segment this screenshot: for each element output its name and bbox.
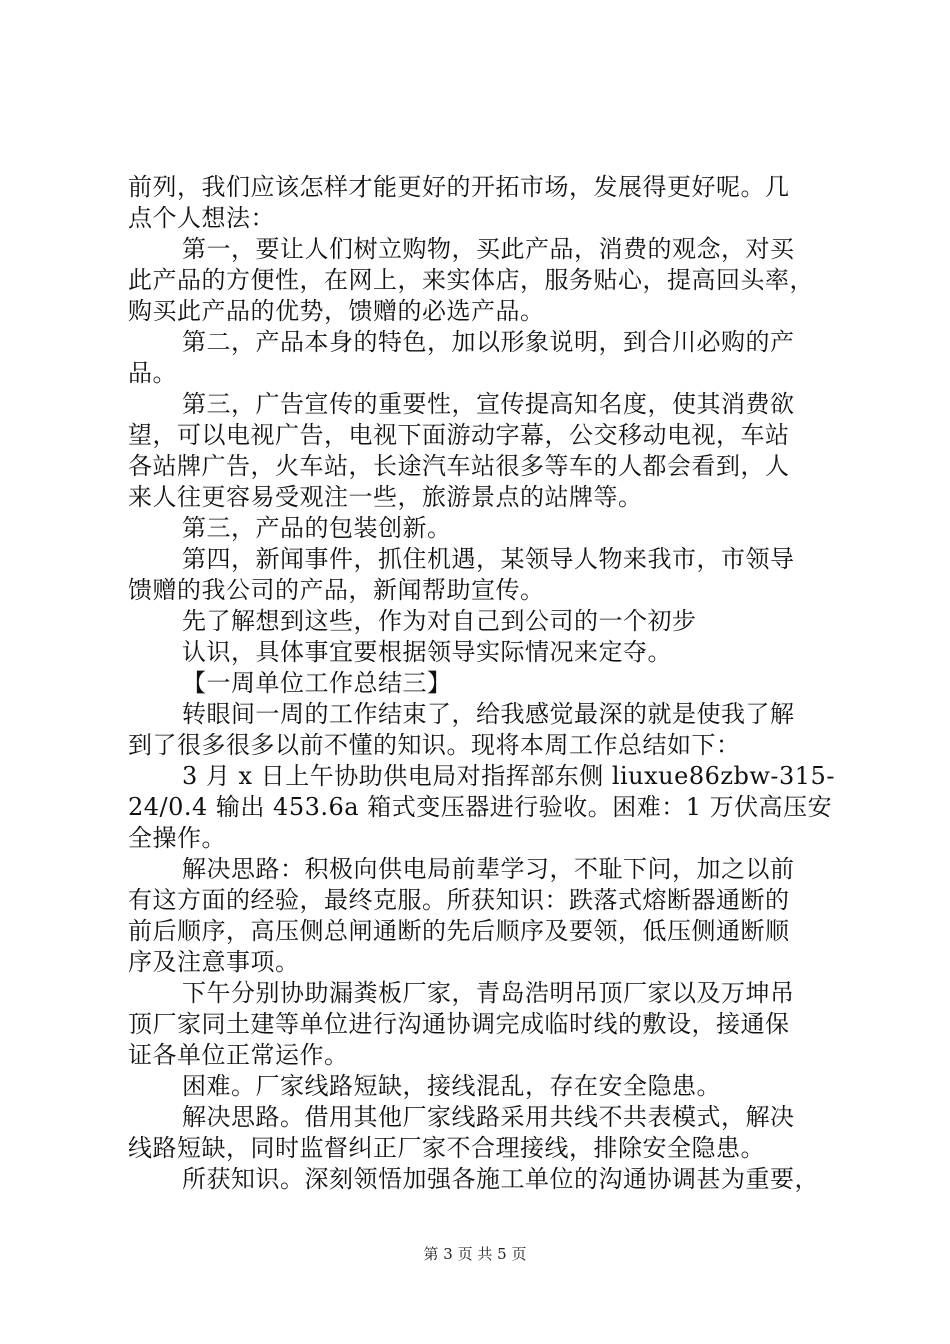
page-footer: 第 3 页 共 5 页 xyxy=(423,1245,527,1263)
text-line: 第二，产品本身的特色，加以形象说明，到合川必购的产 xyxy=(182,328,795,356)
text-line: 第四，新闻事件，抓住机遇，某领导人物来我市，市领导 xyxy=(182,545,795,573)
text-line: 解决思路：积极向供电局前辈学习，不耻下问，加之以前 xyxy=(182,855,795,883)
text-line: 第一，要让人们树立购物，买此产品，消费的观念，对买 xyxy=(182,235,795,263)
text-line: 有这方面的经验，最终克服。所获知识：跌落式熔断器通断的 xyxy=(128,886,790,914)
text-line: 先了解想到这些，作为对自己到公司的一个初步 xyxy=(182,607,697,635)
text-line: 线路短缺，同时监督纠正厂家不合理接线，排除安全隐患。 xyxy=(128,1134,765,1162)
text-line: 下午分别协助漏粪板厂家，青岛浩明吊顶厂家以及万坤吊 xyxy=(182,979,795,1007)
text-line: 所获知识。深刻领悟加强各施工单位的沟通协调甚为重要， xyxy=(182,1165,819,1193)
text-line: 望，可以电视广告，电视下面游动字幕，公交移动电视，车站 xyxy=(128,421,790,449)
text-line: 购买此产品的优势，馈赠的必选产品。 xyxy=(128,297,545,325)
text-line: 【一周单位工作总结三】 xyxy=(182,669,452,697)
text-line: 前列，我们应该怎样才能更好的开拓市场，发展得更好呢。几 xyxy=(128,173,790,201)
text-line: 第三，产品的包装创新。 xyxy=(182,514,452,542)
text-line: 点个人想法： xyxy=(128,204,275,232)
text-line: 序及注意事项。 xyxy=(128,948,300,976)
text-line: 顶厂家同土建等单位进行沟通协调完成临时线的敷设，接通保 xyxy=(128,1010,790,1038)
text-line: 第三，广告宣传的重要性，宣传提高知名度，使其消费欲 xyxy=(182,390,795,418)
text-line: 证各单位正常运作。 xyxy=(128,1041,349,1069)
text-line: 馈赠的我公司的产品，新闻帮助宣传。 xyxy=(128,576,545,604)
text-line: 各站牌广告，火车站，长途汽车站很多等车的人都会看到，人 xyxy=(128,452,790,480)
text-line: 3 月 x 日上午协助供电局对指挥部东侧 liuxue86zbw-315- xyxy=(182,762,835,790)
text-line: 困难。厂家线路短缺，接线混乱，存在安全隐患。 xyxy=(182,1072,721,1100)
text-line: 转眼间一周的工作结束了，给我感觉最深的就是使我了解 xyxy=(182,700,795,728)
text-line: 24/0.4 输出 453.6a 箱式变压器进行验收。困难：1 万伏高压安 xyxy=(128,793,833,821)
text-line: 来人往更容易受观注一些，旅游景点的站牌等。 xyxy=(128,483,643,511)
text-line: 全操作。 xyxy=(128,824,226,852)
text-line: 认识，具体事宜要根据领导实际情况来定夺。 xyxy=(182,638,672,666)
text-line: 前后顺序，高压侧总闸通断的先后顺序及要领，低压侧通断顺 xyxy=(128,917,790,945)
text-line: 此产品的方便性，在网上，来实体店，服务贴心，提高回头率， xyxy=(128,266,814,294)
document-body xyxy=(128,172,840,1195)
text-line: 品。 xyxy=(128,359,177,387)
text-line: 到了很多很多以前不懂的知识。现将本周工作总结如下： xyxy=(128,731,741,759)
text-line: 解决思路。借用其他厂家线路采用共线不共表模式，解决 xyxy=(182,1103,795,1131)
